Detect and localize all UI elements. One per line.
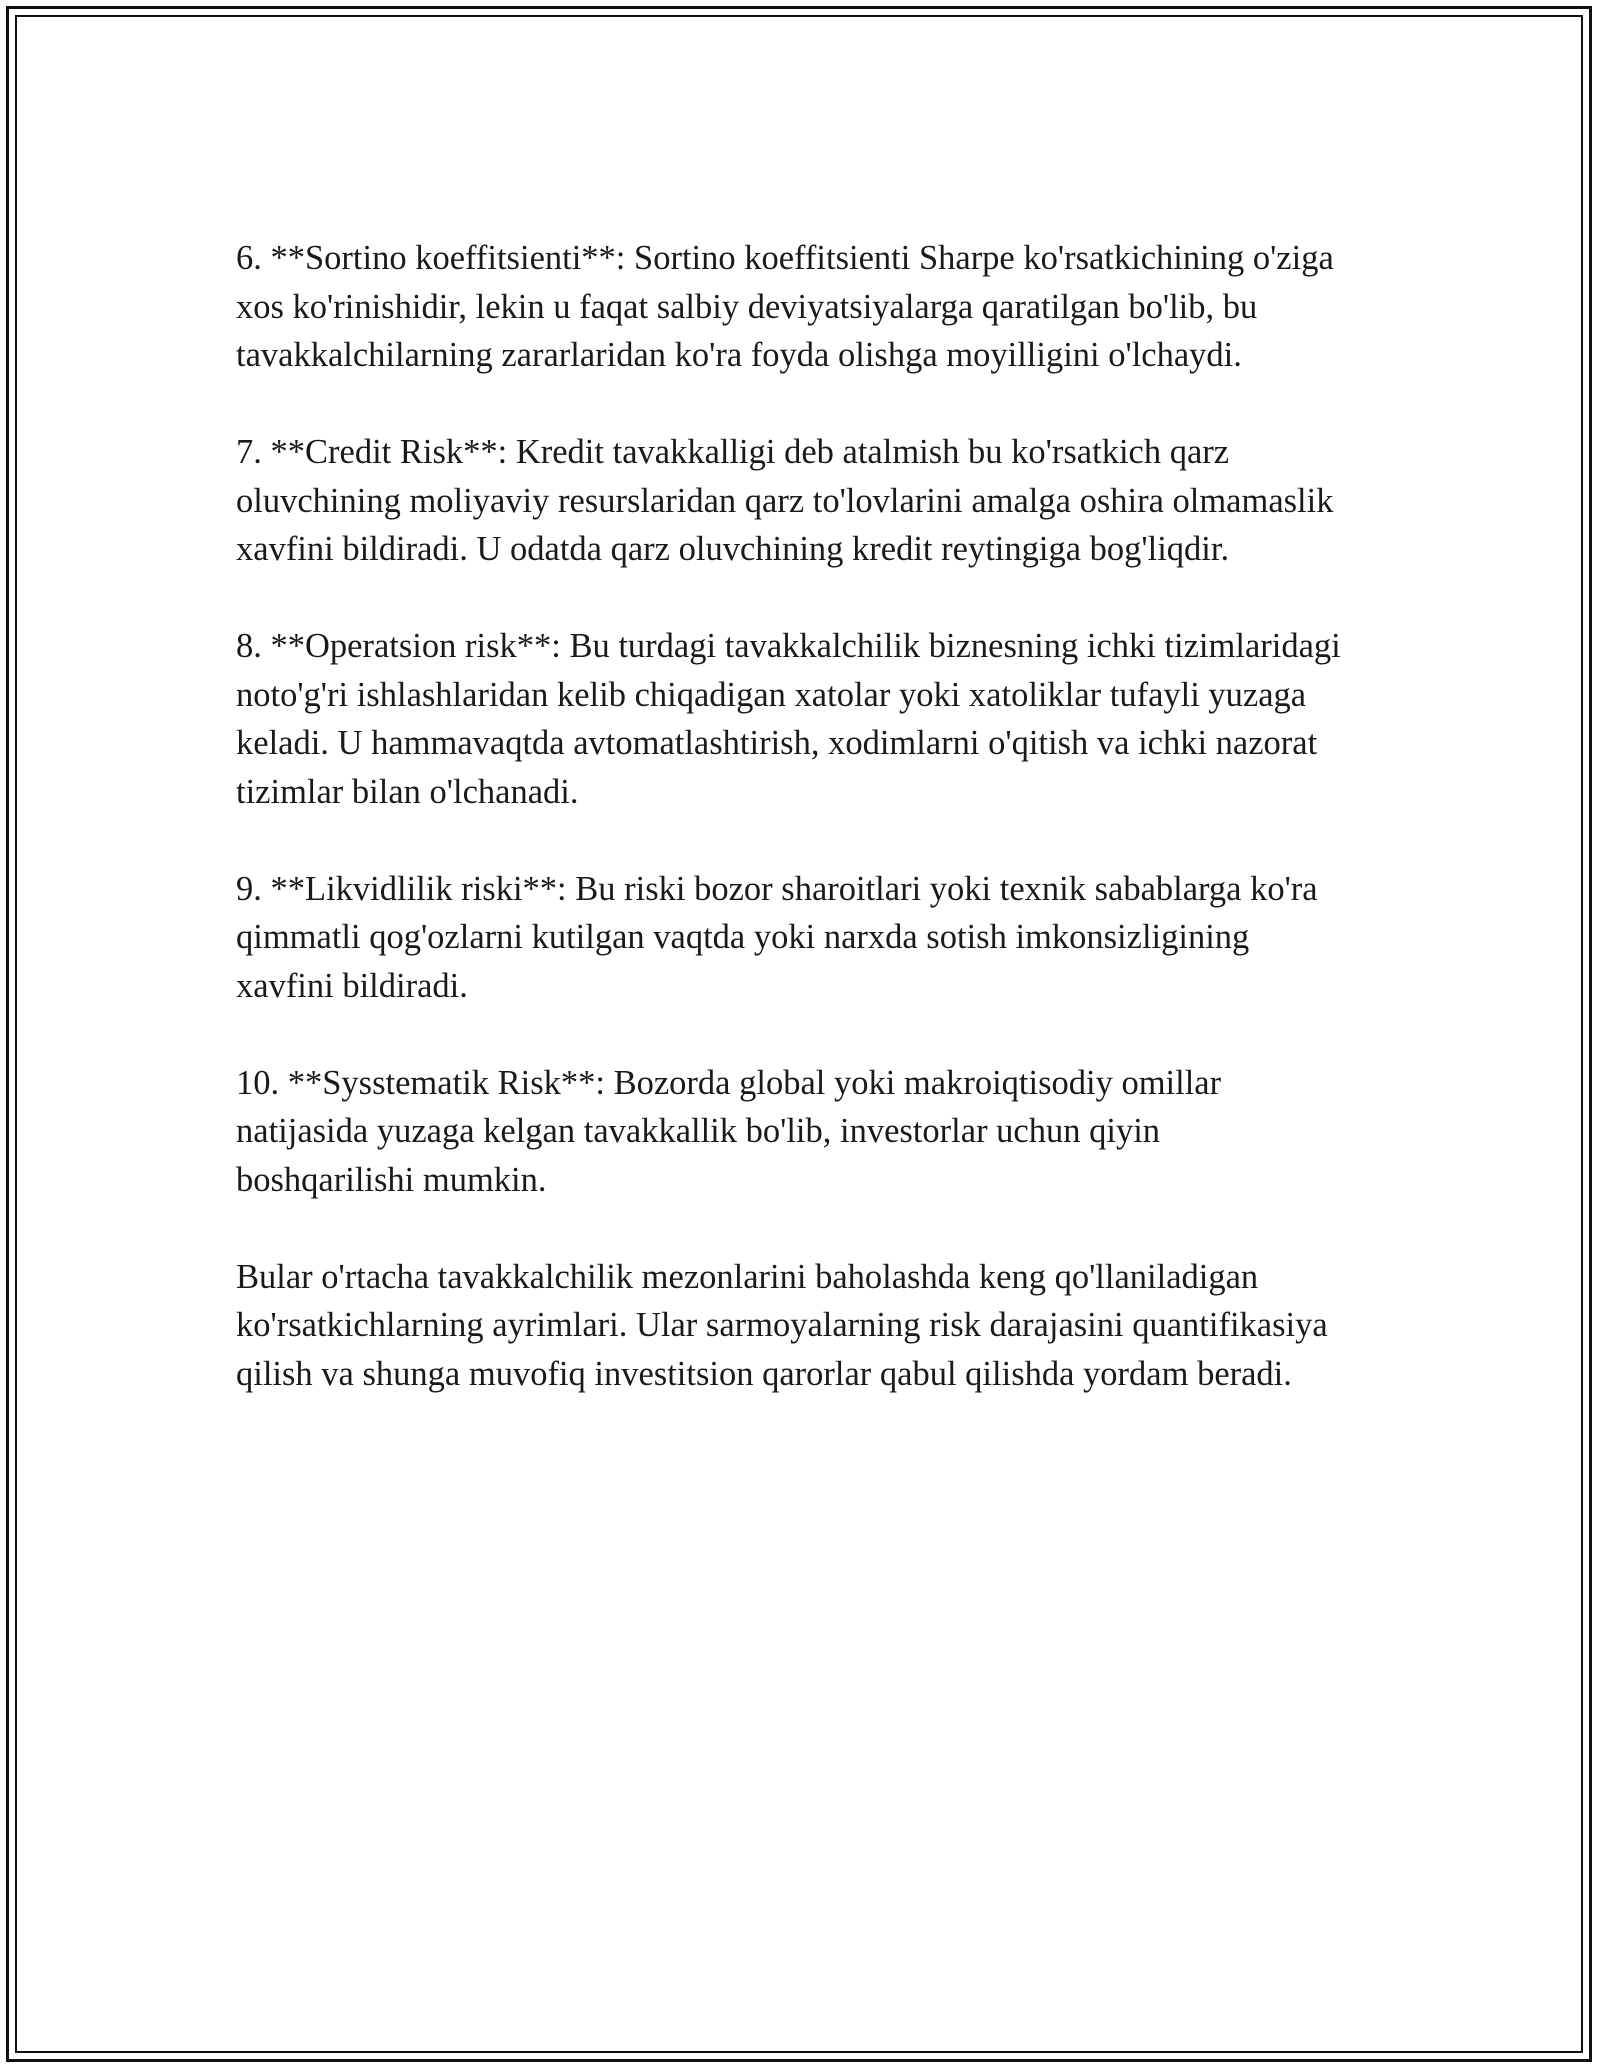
paragraph-credit-risk: 7. **Credit Risk**: Kredit tavakkalligi deb atalmish bu ko'rsatkich qarz oluvchining moliyaviy resurslaridan qarz to'lovlarini amalga oshira olmamaslik xavfini bildiradi. U odatda qarz oluvchining kredit reytingiga bog'liqdir. xyxy=(236,433,1334,568)
paragraph-conclusion: Bular o'rtacha tavakkalchilik mezonlarini baholashda keng qo'llaniladigan ko'rsatkichlarning ayrimlari. Ular sarmoyalarning risk darajasini quantifikasiya qilish va shunga muvofiq investitsion qarorlar qabul qilishda yordam beradi. xyxy=(236,1257,1328,1393)
document-body xyxy=(236,234,1376,1398)
paragraph-sortino: 6. **Sortino koeffitsienti**: Sortino koeffitsienti Sharpe ko'rsatkichining o'ziga xos ko'rinishidir, lekin u faqat salbiy deviyatsiyalarga qaratilgan bo'lib, bu tavakkalchilarning zararlaridan ko'ra foyda olishga moyilligini o'lchaydi. xyxy=(236,239,1334,374)
paragraph-systematic-risk: 10. **Sysstematik Risk**: Bozorda global yoki makroiqtisodiy omillar natijasida yuzaga kelgan tavakkallik bo'lib, investorlar uchun qiyin boshqarilishi mumkin. xyxy=(236,1063,1222,1199)
paragraph-operational-risk: 8. **Operatsion risk**: Bu turdagi tavakkalchilik biznesning ichki tizimlaridagi noto'g'ri ishlashlaridan kelib chiqadigan xatolar yoki xatoliklar tufayli yuzaga keladi. U hammavaqtda avtomatlashtirish, xodimlarni o'qitish va ichki nazorat tizimlar bilan o'lchanadi. xyxy=(236,627,1341,811)
paragraph-liquidity-risk: 9. **Likvidlilik riski**: Bu riski bozor sharoitlari yoki texnik sabablarga ko'ra qimmatli qog'ozlarni kutilgan vaqtda yoki narxda sotish imkonsizligining xavfini bildiradi. xyxy=(236,869,1318,1005)
